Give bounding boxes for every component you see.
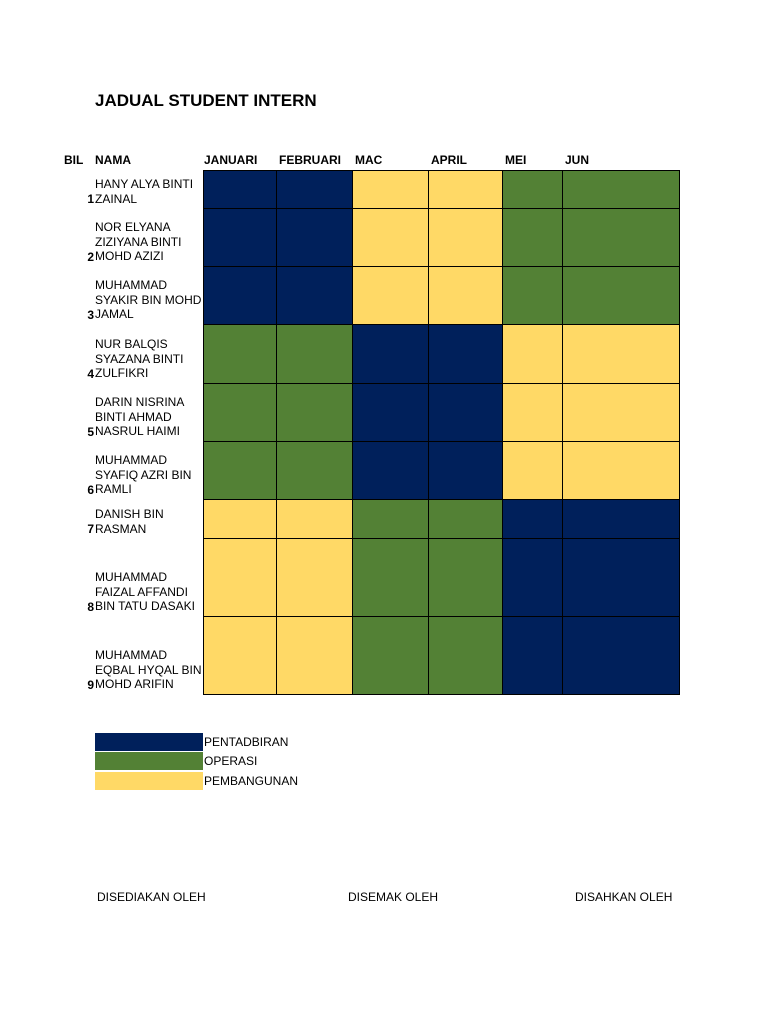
row-number: 2 [87, 249, 94, 264]
student-name: MUHAMMAD EQBAL HYQAL BIN MOHD ARIFIN [95, 648, 202, 691]
schedule-cell-pembangunan [503, 325, 563, 384]
student-name: MUHAMMAD SYAKIR BIN MOHD JAMAL [95, 278, 202, 321]
month-header-februari: FEBRUARI [279, 153, 341, 167]
month-header-januari: JANUARI [204, 153, 258, 167]
student-name: MUHAMMAD SYAFIQ AZRI BIN RAMLI [95, 453, 192, 496]
schedule-cell-pembangunan [203, 617, 277, 695]
column-header-nama: NAMA [95, 153, 131, 167]
row-number: 9 [87, 677, 94, 692]
row-number: 8 [87, 599, 94, 614]
row-number: 7 [87, 521, 94, 536]
schedule-cell-pentadbiran [563, 539, 680, 617]
schedule-cell-operasi [203, 384, 277, 442]
schedule-cell-pentadbiran [429, 384, 503, 442]
schedule-cell-pembangunan [563, 384, 680, 442]
page-title: JADUAL STUDENT INTERN [95, 91, 317, 110]
schedule-cell-pembangunan [503, 384, 563, 442]
schedule-cell-pentadbiran [203, 209, 277, 267]
row-number: 4 [87, 366, 94, 381]
checked-by-label: DISEMAK OLEH [348, 890, 439, 904]
student-name: HANY ALYA BINTI ZAINAL [95, 177, 194, 206]
schedule-cell-operasi [429, 539, 503, 617]
schedule-cell-pentadbiran [563, 500, 680, 539]
schedule-cell-pentadbiran [277, 209, 353, 267]
schedule-cell-operasi [277, 325, 353, 384]
schedule-cell-operasi [203, 442, 277, 500]
schedule-cell-pentadbiran [203, 170, 277, 209]
schedule-cell-pembangunan [353, 209, 429, 267]
schedule-cell-operasi [277, 442, 353, 500]
schedule-cell-pentadbiran [429, 325, 503, 384]
schedule-cell-pembangunan [277, 617, 353, 695]
legend-label-pembangunan: PEMBANGUNAN [204, 774, 299, 788]
student-name: MUHAMMAD FAIZAL AFFANDI BIN TATU DASAKI [95, 570, 196, 613]
schedule-cell-pembangunan [563, 325, 680, 384]
schedule-cell-pentadbiran [277, 170, 353, 209]
schedule-cell-pentadbiran [353, 384, 429, 442]
legend-swatch-operasi [95, 752, 203, 770]
schedule-cell-pembangunan [203, 500, 277, 539]
row-number: 3 [87, 307, 94, 322]
schedule-cell-pentadbiran [353, 442, 429, 500]
schedule-cell-operasi [429, 500, 503, 539]
prepared-by-label: DISEDIAKAN OLEH [97, 890, 206, 904]
row-number: 1 [87, 191, 94, 206]
student-name: NOR ELYANA ZIZIYANA BINTI MOHD AZIZI [95, 220, 182, 263]
student-name: DARIN NISRINA BINTI AHMAD NASRUL HAIMI [95, 395, 184, 438]
schedule-cell-operasi [353, 539, 429, 617]
schedule-cell-pentadbiran [277, 267, 353, 325]
schedule-cell-pembangunan [353, 170, 429, 209]
schedule-cell-pembangunan [429, 170, 503, 209]
schedule-cell-pembangunan [277, 539, 353, 617]
legend-swatch-pembangunan [95, 772, 203, 790]
schedule-cell-operasi [563, 170, 680, 209]
schedule-cell-operasi [353, 500, 429, 539]
row-number: 6 [87, 482, 94, 497]
approved-by-label: DISAHKAN OLEH [575, 890, 673, 904]
legend-label-operasi: OPERASI [204, 754, 258, 768]
schedule-cell-pentadbiran [429, 442, 503, 500]
legend-label-pentadbiran: PENTADBIRAN [204, 735, 289, 749]
schedule-cell-pembangunan [277, 500, 353, 539]
schedule-cell-operasi [563, 209, 680, 267]
schedule-cell-pembangunan [563, 442, 680, 500]
schedule-cell-operasi [429, 617, 503, 695]
month-header-jun: JUN [565, 153, 590, 167]
row-number: 5 [87, 424, 94, 439]
student-name: DANISH BIN RASMAN [95, 507, 164, 536]
schedule-cell-operasi [503, 267, 563, 325]
schedule-cell-operasi [563, 267, 680, 325]
schedule-cell-pembangunan [429, 267, 503, 325]
student-name: NUR BALQIS SYAZANA BINTI ZULFIKRI [95, 337, 184, 380]
column-header-bil: BIL [64, 153, 84, 167]
schedule-cell-operasi [503, 209, 563, 267]
month-header-april: APRIL [431, 153, 467, 167]
schedule-cell-pentadbiran [503, 500, 563, 539]
schedule-cell-operasi [503, 170, 563, 209]
schedule-cell-pentadbiran [503, 539, 563, 617]
schedule-cell-pentadbiran [353, 325, 429, 384]
legend-swatch-pentadbiran [95, 733, 203, 751]
schedule-cell-pentadbiran [563, 617, 680, 695]
month-header-mei: MEI [505, 153, 527, 167]
schedule-cell-operasi [277, 384, 353, 442]
schedule-cell-operasi [203, 325, 277, 384]
schedule-cell-pembangunan [429, 209, 503, 267]
schedule-cell-pembangunan [203, 539, 277, 617]
schedule-cell-pembangunan [503, 442, 563, 500]
schedule-cell-pentadbiran [503, 617, 563, 695]
schedule-cell-pembangunan [353, 267, 429, 325]
month-header-mac: MAC [355, 153, 383, 167]
schedule-cell-operasi [353, 617, 429, 695]
schedule-cell-pentadbiran [203, 267, 277, 325]
